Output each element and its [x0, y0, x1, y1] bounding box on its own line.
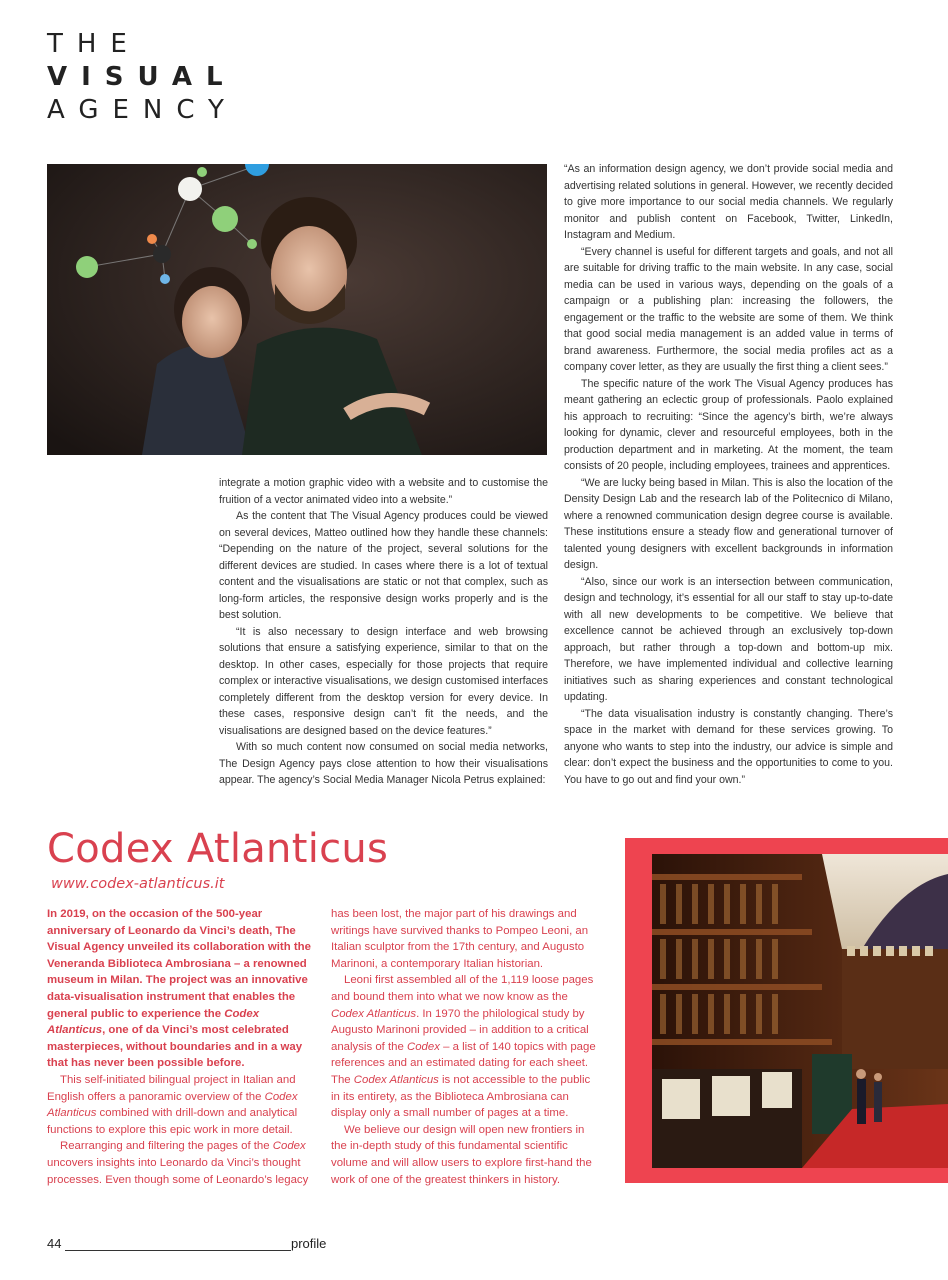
- codex-text: combined with drill-down and analytical functions to explore this epic work in more detail.: [47, 1107, 298, 1136]
- codex-emphasis: Codex Atlanticus: [353, 1073, 439, 1086]
- codex-paragraph: [331, 972, 596, 1121]
- codex-title: Codex Atlanticus: [47, 826, 389, 872]
- logo-line-visual: VISUAL: [47, 62, 237, 92]
- codex-paragraph: [47, 1072, 312, 1138]
- article-column-right: [564, 161, 893, 788]
- codex-column-left: [47, 906, 312, 1188]
- page-number: 44: [47, 1236, 62, 1251]
- article-column-left: [219, 475, 548, 789]
- article-paragraph: “Every channel is useful for different targets and goals, and not all are suitable for driving traffic to the main website. In any case, social media can be used in various ways, depending on the goals of a campaign or a publishing plan: increasing the followers, the engagement or the traffic to the website are some of them. We think that good social media management is an added value in terms of brand awareness. Furthermore, the social media profiles act as a company cover letter, as they are usually the first thing a client sees.”: [564, 245, 893, 373]
- codex-paragraph: We believe our design will open new frontiers in the in-depth study of this fundamental scientific volume and will allow users to explore first-hand the work of one of the greatest thinkers in history.: [331, 1123, 592, 1186]
- codex-lead-text: , one of da Vinci’s most celebrated masterpieces, without boundaries and in a way that has never been possible before.: [47, 1024, 303, 1070]
- codex-url-link[interactable]: www.codex-atlanticus.it: [51, 876, 225, 892]
- codex-text: Leoni first assembled all of the 1,119 loose pages and bound them into what we now know as the: [331, 974, 594, 1003]
- logo-line-the: THE: [47, 29, 141, 59]
- codex-text: Rearranging and filtering the pages of the: [60, 1140, 273, 1153]
- codex-text: . In 1970 the philological study by Augusto Marinoni provided – in addition to a critical analysis of the: [331, 1007, 589, 1053]
- team-photo: [47, 164, 547, 455]
- library-photo: [652, 854, 948, 1168]
- codex-lead-paragraph: [47, 906, 312, 1072]
- codex-paragraph: has been lost, the major part of his drawings and writings have survived thanks to Pompeo Leoni, an Italian sculptor from the 17th century, and Augusto Marinoni, a contemporary Italian historian.: [331, 908, 589, 970]
- logo-line-agency: AGENCY: [47, 95, 238, 125]
- article-paragraph: integrate a motion graphic video with a website and to customise the fruition of a vector animated video into a website.”: [219, 477, 548, 506]
- agency-logo: [47, 28, 287, 127]
- codex-lead-text: In 2019, on the occasion of the 500-year anniversary of Leonardo da Vinci’s death, The Visual Agency unveiled its collaboration with the Veneranda Biblioteca Ambrosiana – a renowned museum in Milan. The project was an innovative data-visualisation instrument that enables the general public to experience the: [47, 908, 311, 1020]
- team-photo-illustration: [47, 164, 547, 455]
- codex-text: is not accessible to the public in its entirety, as the Biblioteca Ambrosiana can display only a small number of pages at a time.: [331, 1073, 591, 1120]
- codex-emphasis: Codex Atlanticus: [47, 1090, 298, 1120]
- codex-lead-emphasis: Codex Atlanticus: [47, 1007, 260, 1037]
- codex-text: uncovers insights into Leonardo da Vinci’s thought processes. Even though some of Leonardo’s legacy: [47, 1156, 309, 1186]
- codex-text: – a list of 140 topics with page references and an estimated dating for each sheet. The: [331, 1040, 596, 1086]
- article-paragraph: “We are lucky being based in Milan. This is also the location of the Density Design Lab and the research lab of the Politecnico di Milano, where a renowned communication design degree course is available. These institutions ensure a steady flow and generational turnover of talented young designers with excellent backgrounds in information design.: [564, 476, 893, 571]
- codex-emphasis: Codex: [406, 1040, 440, 1053]
- article-paragraph: The specific nature of the work The Visual Agency produces has meant gathering an eclectic group of professionals. Paolo explained his approach to recruiting: “Since the agency’s birth, we’re always looking for dynamic, clever and resourceful employees, both in the production department and in marketing. At the moment, the team consists of 20 people, including employees, trainees and apprentices.: [564, 377, 893, 472]
- codex-paragraph: [47, 1138, 312, 1188]
- codex-emphasis: Codex Atlanticus: [331, 1007, 417, 1020]
- section-name: profile: [291, 1236, 327, 1251]
- article-paragraph: “It is also necessary to design interface and web browsing solutions that ensure a satisfying experience, similar to that on the desktop. In other cases, especially for those projects that require complex or interactive visualisations, we design customised interfaces completely different from the desktop version for every device. In these cases, responsive design can’t fit the needs, and the visualisations are designed based on the device features.”: [219, 625, 548, 737]
- library-photo-illustration: [652, 854, 948, 1168]
- footer-rule: [65, 1250, 291, 1251]
- article-paragraph: “The data visualisation industry is constantly changing. There’s space in the market with demand for these services growing. To anyone who wants to step into the industry, our advice is simple and clear: don’t expect the business and the opportunities to come to you. You have to go out and find your own.”: [564, 707, 893, 786]
- article-paragraph: “Also, since our work is an intersection between communication, design and technology, it’s essential for all our staff to stay up-to-date with all new developments to be competitive. We believe that excellence cannot be achieved through an exclusively top-down approach, but rather through a top-down and bottom-up mix. Therefore, we have implemented individual and collective learning initiatives such as sharing experiences and constant technological updating.: [564, 575, 893, 703]
- codex-column-right: [331, 906, 596, 1188]
- codex-text: This self-initiated bilingual project in Italian and English offers a panoramic overview of the: [47, 1073, 296, 1103]
- codex-emphasis: Codex: [272, 1140, 306, 1153]
- page-footer: [47, 1236, 327, 1254]
- article-paragraph: As the content that The Visual Agency produces could be viewed on several devices, Matteo outlined how they handle these channels: “Depending on the nature of the project, several solutions for the different devices are studied. In cases where there is a lot of textual content and the visualisations are static or not that complex, such as long-form articles, the responsive design works properly and is the best solution.: [219, 510, 548, 621]
- article-paragraph: “As an information design agency, we don’t provide social media and advertising related solutions in general. However, we recently decided to give more importance to our social media channels. We regularly monitor and publish content on Facebook, Twitter, LinkedIn, Instagram and Medium.: [564, 163, 893, 241]
- article-paragraph: With so much content now consumed on social media networks, The Design Agency pays close attention to how their visualisations appear. The agency’s Social Media Manager Nicola Petrus explained:: [219, 741, 548, 786]
